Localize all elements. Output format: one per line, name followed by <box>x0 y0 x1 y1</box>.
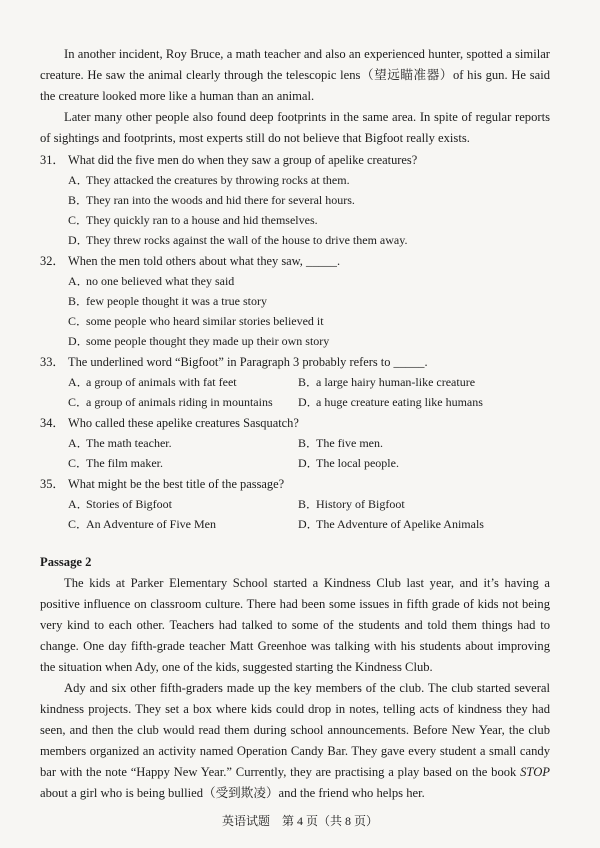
answer-option <box>298 372 528 392</box>
option-text: The Adventure of Apelike Animals <box>316 517 484 531</box>
option-letter: A． <box>68 375 89 389</box>
answer-option <box>68 392 298 412</box>
answer-option <box>68 331 329 351</box>
option-row <box>68 433 550 453</box>
option-letter: C． <box>68 517 89 531</box>
option-letter: B． <box>68 294 89 308</box>
question <box>40 352 550 412</box>
question-text: Who called these apelike creatures Sasquatch? <box>68 416 299 430</box>
option-letter: C． <box>68 395 89 409</box>
option-letter: B． <box>298 497 319 511</box>
option-text: some people who heard similar stories believed it <box>86 314 324 328</box>
option-text: The film maker. <box>86 456 163 470</box>
option-row <box>68 271 550 291</box>
option-row <box>68 372 550 392</box>
option-row <box>68 331 550 351</box>
option-row <box>68 514 550 534</box>
option-row <box>68 311 550 331</box>
p2-text-after: about a girl who is being bullied（受到欺凌）and the friend who helps her. <box>40 786 425 800</box>
option-text: They attacked the creatures by throwing rocks at them. <box>86 173 350 187</box>
option-row <box>68 392 550 412</box>
option-letter: A． <box>68 497 89 511</box>
question-text: What did the five men do when they saw a group of apelike creatures? <box>68 153 418 167</box>
question <box>40 251 550 351</box>
option-list <box>40 372 550 412</box>
question-text: When the men told others about what they saw, _____. <box>68 254 341 268</box>
option-text: a huge creature eating like humans <box>316 395 483 409</box>
option-list <box>40 170 550 250</box>
p2-text-before: Ady and six other fifth-graders made up the key members of the club. The club started several kindness projects. They set a box where kids could drop in notes, telling acts of kindness they had seen, and then the club would read them during school announcements. Before New Year, the club members organized an activity named Operation Candy Bar. They gave every student a small candy bar with the note “Happy New Year.” Currently, they are practising a play based on the book <box>40 681 550 779</box>
option-row <box>68 230 550 250</box>
option-letter: A． <box>68 274 89 288</box>
question-number: 31． <box>40 153 65 167</box>
option-list <box>40 271 550 351</box>
option-row <box>68 190 550 210</box>
answer-option <box>68 291 267 311</box>
answer-option <box>68 311 324 331</box>
answer-option <box>68 372 298 392</box>
option-letter: D． <box>68 334 89 348</box>
option-letter: C． <box>68 456 89 470</box>
answer-option <box>298 494 528 514</box>
option-list <box>40 494 550 534</box>
page-footer: 英语试题 第 4 页（共 8 页） <box>221 814 378 828</box>
option-letter: C． <box>68 213 89 227</box>
option-text: The five men. <box>316 436 383 450</box>
answer-option <box>68 230 407 250</box>
option-text: They ran into the woods and hid there for several hours. <box>86 193 355 207</box>
answer-option <box>68 514 298 534</box>
answer-option <box>68 271 234 291</box>
question-stem <box>40 150 550 170</box>
option-row <box>68 291 550 311</box>
option-text: a group of animals with fat feet <box>86 375 237 389</box>
question <box>40 150 550 250</box>
question-number: 32． <box>40 254 65 268</box>
answer-option <box>298 433 528 453</box>
option-letter: B． <box>68 193 89 207</box>
passage-2-paragraph-2 <box>40 678 550 804</box>
option-text: An Adventure of Five Men <box>86 517 216 531</box>
option-text: The local people. <box>316 456 399 470</box>
option-row <box>68 170 550 190</box>
option-letter: C． <box>68 314 89 328</box>
option-text: The math teacher. <box>86 436 172 450</box>
question <box>40 413 550 473</box>
option-letter: D． <box>298 395 319 409</box>
option-text: History of Bigfoot <box>316 497 405 511</box>
option-text: They quickly ran to a house and hid themselves. <box>86 213 318 227</box>
option-text: few people thought it was a true story <box>86 294 267 308</box>
passage-2-title: Passage 2 <box>40 555 92 569</box>
question-stem <box>40 251 550 271</box>
option-text: Stories of Bigfoot <box>86 497 172 511</box>
question-stem <box>40 413 550 433</box>
answer-option <box>68 494 298 514</box>
question-list <box>40 150 550 534</box>
option-text: a group of animals riding in mountains <box>86 395 273 409</box>
option-letter: D． <box>298 456 319 470</box>
answer-option <box>298 392 528 412</box>
answer-option <box>298 514 528 534</box>
option-text: a large hairy human-like creature <box>316 375 476 389</box>
paragraph-footprints: Later many other people also found deep footprints in the same area. In spite of regular reports of sightings and footprints, most experts still do not believe that Bigfoot really exists. <box>40 110 550 145</box>
option-row <box>68 210 550 230</box>
paragraph-roy-bruce: In another incident, Roy Bruce, a math teacher and also an experienced hunter, spotted a similar creature. He saw the animal clearly through the telescopic lens（望远瞄准器）of his gun. He said the creature looked more like a human than an animal. <box>40 47 550 103</box>
option-text: some people thought they made up their own story <box>86 334 330 348</box>
option-letter: B． <box>298 375 319 389</box>
book-title: STOP <box>520 765 550 779</box>
question-number: 33． <box>40 355 65 369</box>
question-stem <box>40 352 550 372</box>
option-row <box>68 453 550 473</box>
answer-option <box>68 210 318 230</box>
answer-option <box>298 453 528 473</box>
question-text: The underlined word “Bigfoot” in Paragraph 3 probably refers to _____. <box>68 355 428 369</box>
answer-option <box>68 170 350 190</box>
option-letter: B． <box>298 436 319 450</box>
option-letter: D． <box>68 233 89 247</box>
question <box>40 474 550 534</box>
answer-option <box>68 433 298 453</box>
question-stem <box>40 474 550 494</box>
option-text: They threw rocks against the wall of the house to drive them away. <box>86 233 408 247</box>
answer-option <box>68 453 298 473</box>
option-text: no one believed what they said <box>86 274 235 288</box>
option-row <box>68 494 550 514</box>
option-list <box>40 433 550 473</box>
option-letter: A． <box>68 436 89 450</box>
question-number: 34． <box>40 416 65 430</box>
answer-option <box>68 190 355 210</box>
question-text: What might be the best title of the passage? <box>68 477 285 491</box>
option-letter: A． <box>68 173 89 187</box>
passage-2-paragraph-1: The kids at Parker Elementary School started a Kindness Club last year, and it’s having a positive influence on classroom culture. There had been some issues in fifth grade of kids not being very kind to each other. Teachers had talked to some of the students and told them things had to change. One day fifth-grade teacher Matt Greenhoe was talking with his students about improving the situation when Ady, one of the kids, suggested starting the Kindness Club. <box>40 576 550 674</box>
question-number: 35． <box>40 477 65 491</box>
option-letter: D． <box>298 517 319 531</box>
